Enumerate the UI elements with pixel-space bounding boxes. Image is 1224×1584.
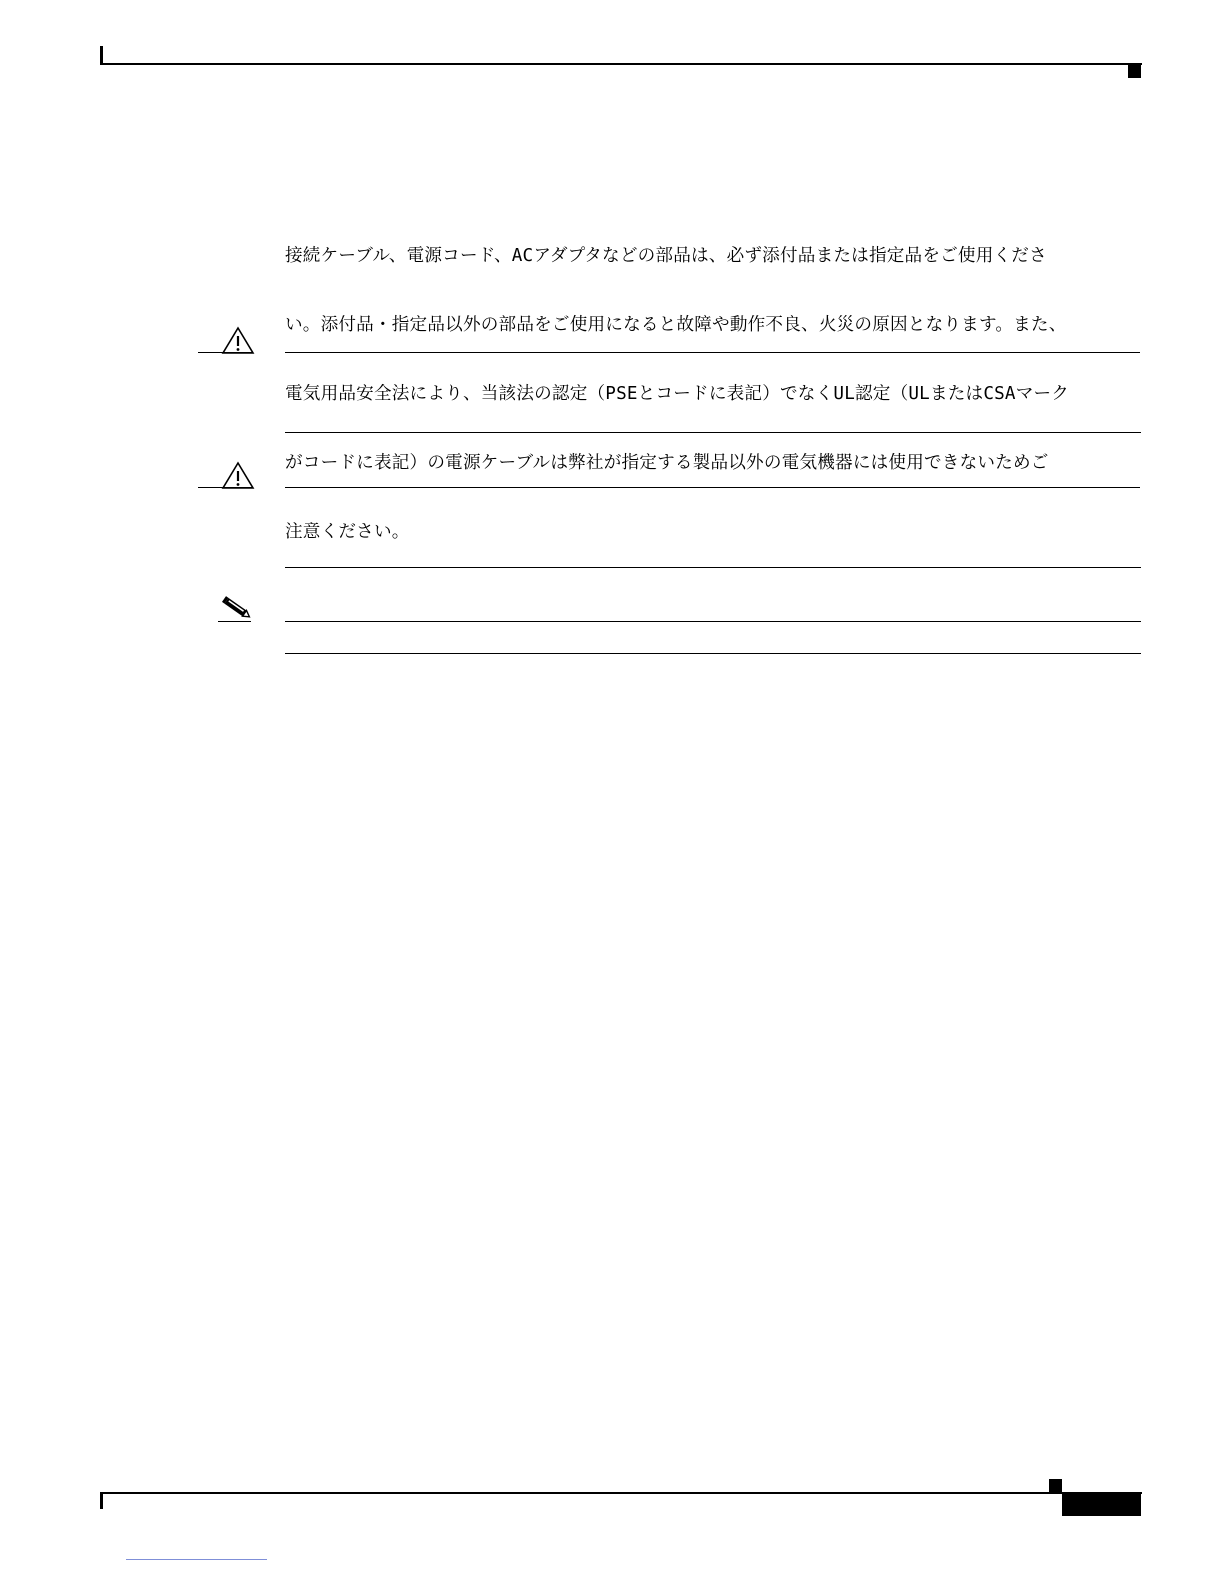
caution-triangle-icon <box>220 325 256 355</box>
note-bottom-rule <box>285 653 1141 654</box>
footer-left-tick <box>100 1493 103 1509</box>
header-left-tick <box>100 46 103 64</box>
body-line: 電気用品安全法により、当該法の認定（PSEとコードに表記）でなくUL認定（ULまたはCSAマーク <box>285 384 1070 404</box>
caution-icon-underline <box>198 352 253 353</box>
caution-icon-underline <box>198 487 253 488</box>
body-line: 接続ケーブル、電源コード、ACアダプタなどの部品は、必ず添付品または指定品をご使用くださ <box>285 246 1047 266</box>
header-corner-block <box>1128 65 1141 78</box>
footer-rule <box>100 1492 1142 1494</box>
caution-top-rule <box>285 352 1140 353</box>
caution-bottom-rule <box>285 432 1141 433</box>
note-icon-underline <box>218 621 251 622</box>
footer-link-underline[interactable] <box>126 1559 267 1560</box>
footer-page-number-box <box>1062 1494 1141 1516</box>
body-line: 注意ください。 <box>285 522 410 542</box>
note-top-rule <box>285 621 1141 622</box>
body-line: がコードに表記）の電源ケーブルは弊社が指定する製品以外の電気機器には使用できないためご <box>285 453 1049 473</box>
note-pencil-icon <box>218 593 254 623</box>
caution-top-rule <box>285 487 1140 488</box>
caution-bottom-rule <box>285 567 1141 568</box>
header-rule <box>100 63 1142 65</box>
caution-triangle-icon <box>220 460 256 490</box>
body-paragraph <box>285 199 1115 567</box>
body-line: い。添付品・指定品以外の部品をご使用になると故障や動作不良、火災の原因となります。また、 <box>285 315 1067 335</box>
footer-corner-block <box>1049 1479 1062 1492</box>
